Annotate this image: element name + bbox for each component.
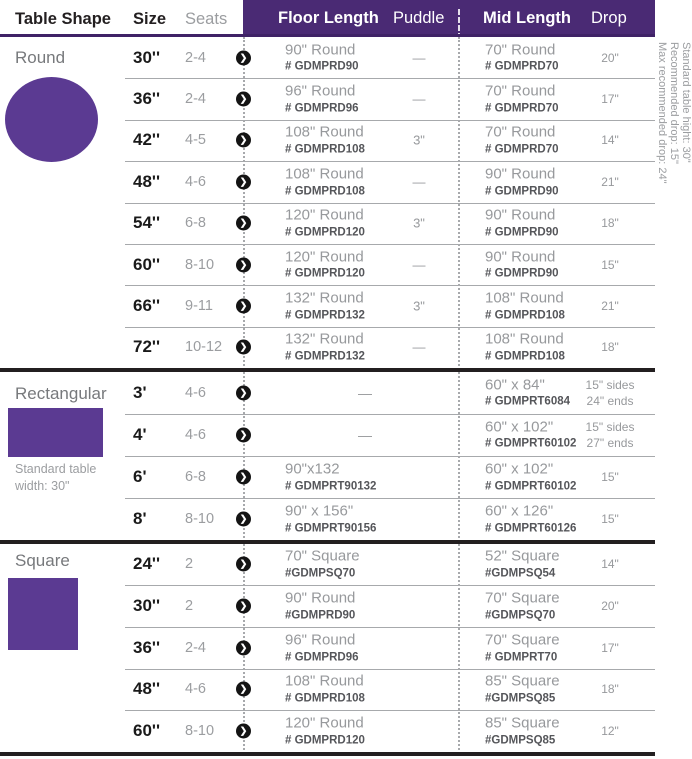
seats-value: 6-8 [185,468,206,485]
mid-length-size: 70" Square [485,631,560,649]
drop-line-1: 14" [601,557,619,572]
mid-length-cell [485,41,559,74]
chevron-right-icon: ❯ [236,557,251,572]
size-value: 60'' [133,254,160,274]
drop-line-1: 18" [601,682,619,697]
chevron-right-icon: ❯ [236,640,251,655]
puddle-value: — [412,257,426,273]
floor-length-size: 96" Round [285,631,356,649]
side-notes [656,42,692,742]
mid-length-part-number: # GDMPRT6084 [485,395,571,408]
drop-value [575,174,645,190]
section-label-square: Square [15,551,70,570]
chevron-right-icon: ❯ [236,599,251,614]
column-header-drop: Drop [591,9,627,27]
mid-length-size: 85" Square [485,714,560,732]
round-shape-icon [5,77,98,162]
table-row [0,498,679,540]
section-label-round: Round [15,48,66,67]
floor-length-cell [285,502,376,535]
mid-length-cell [485,589,560,622]
size-value: 42'' [133,130,160,150]
drop-line-1: 17" [601,640,619,655]
row-divider [125,585,655,586]
chevron-right-icon: ❯ [236,385,251,400]
size-value: 3' [133,382,147,402]
drop-line-1: 21" [601,298,619,313]
chevron-right-icon: ❯ [236,682,251,697]
drop-line-1: 12" [601,724,619,739]
size-value: 8' [133,508,147,528]
drop-value [575,469,645,485]
mid-length-cell [485,248,559,281]
size-value: 48'' [133,171,160,191]
mid-length-cell [485,289,565,322]
drop-value [575,298,645,314]
drop-value [575,376,645,408]
mid-length-size: 70" Round [485,82,556,100]
floor-length-cell [285,289,365,322]
bottom-border [0,752,655,756]
mid-length-size: 90" Round [485,165,556,183]
mid-length-cell [485,418,576,451]
chevron-right-icon: ❯ [236,511,251,526]
drop-value [575,339,645,355]
floor-length-cell [285,248,365,281]
size-value: 48'' [133,679,160,699]
size-value: 36'' [133,89,160,109]
floor-length-part-number: # GDMPRT90132 [285,480,377,492]
floor-length-size: 108" Round [285,672,364,690]
floor-length-size: 120" Round [285,206,364,224]
mid-length-size: 108" Round [485,330,564,348]
column-header-puddle: Puddle [393,9,445,27]
size-value: 72'' [133,337,160,357]
size-value: 36'' [133,637,160,657]
drop-value [575,723,645,739]
table-row [0,120,679,161]
size-value: 6' [133,466,147,486]
floor-length-cell [285,83,359,116]
floor-length-size: 96" Round [285,82,356,100]
drop-line-1: 21" [601,174,619,189]
square-shape-icon [8,578,78,650]
floor-length-size: 108" Round [285,123,364,141]
seats-value: 2 [185,598,194,615]
mid-length-part-number: #GDMPSQ85 [485,734,556,747]
seats-value: 4-5 [185,132,206,149]
floor-length-cell [285,548,360,581]
mid-length-cell [485,502,576,535]
floor-length-empty-dash: — [358,426,372,443]
drop-value [575,556,645,572]
floor-length-cell [285,631,359,664]
seats-value: 8-10 [185,256,215,273]
mid-length-size: 60" x 84" [485,376,545,393]
table-row [0,627,679,669]
row-divider [125,498,655,499]
drop-value [575,91,645,107]
floor-length-cell [285,331,365,364]
column-header-seats: Seats [185,10,228,28]
drop-value [575,598,645,614]
mid-length-part-number: # GDMPRD90 [485,267,559,280]
floor-length-part-number: # GDMPRD120 [285,267,365,280]
puddle-value: — [412,91,426,107]
section-label-rectangular: Rectangular [15,384,107,403]
row-divider [125,327,655,328]
row-divider [125,78,655,79]
note-max-drop: Max recommended drop: 24" [656,42,668,184]
drop-value [575,256,645,272]
puddle-value: 3" [413,298,425,314]
floor-length-empty-dash: — [358,384,372,401]
seats-value: 4-6 [185,384,206,401]
mid-length-part-number: # GDMPRT60102 [485,437,577,450]
column-header-mid-length: Mid Length [483,9,571,27]
seats-value: 8-10 [185,510,215,527]
table-row [0,669,679,711]
puddle-value: 3" [413,132,425,148]
note-standard-height: Standard table hight: 30" [680,42,692,163]
chevron-right-icon: ❯ [236,216,251,231]
drop-line-1: 18" [601,216,619,231]
mid-length-part-number: # GDMPRT60102 [485,480,577,492]
floor-length-part-number: #GDMPSQ70 [285,567,356,580]
mid-length-part-number: # GDMPRD70 [485,60,559,73]
mid-length-cell [485,124,559,157]
floor-length-size: 132" Round [285,289,364,307]
mid-length-size: 70" Round [485,123,556,141]
drop-line-1: 15" sides [585,419,635,434]
drop-value [575,681,645,697]
mid-length-size: 60" x 102" [485,418,554,436]
puddle-value: — [412,174,426,190]
size-value: 24'' [133,554,160,574]
floor-length-cell [285,589,355,622]
floor-length-cell [285,715,365,748]
drop-line-1: 18" [601,340,619,355]
chevron-right-icon: ❯ [236,257,251,272]
table-row [0,244,679,285]
floor-length-part-number: # GDMPRD132 [285,309,365,322]
column-header-size: Size [133,10,167,28]
size-value: 4' [133,424,147,444]
floor-length-size: 132" Round [285,330,364,348]
row-divider [125,710,655,711]
chevron-right-icon: ❯ [236,298,251,313]
seats-value: 2-4 [185,91,206,108]
seats-value: 4-6 [185,173,206,190]
size-value: 30'' [133,596,160,616]
mid-length-cell [485,207,559,240]
mid-length-cell [485,631,560,664]
drop-line-2: 24" ends [586,393,634,408]
mid-length-size: 85" Square [485,672,560,690]
table-row [0,710,679,752]
puddle-value: 3" [413,215,425,231]
drop-value [575,640,645,656]
table-row [0,585,679,627]
table-row [0,285,679,326]
rectangular-shape-icon [8,408,103,457]
drop-line-2: 27" ends [586,435,634,450]
floor-length-part-number: # GDMPRD120 [285,734,365,747]
table-row [0,544,679,586]
seats-value: 10-12 [185,339,223,356]
note-recommended-drop: Recommended drop: 15" [668,42,680,164]
seats-value: 4-6 [185,681,206,698]
drop-line-1: 20" [601,598,619,613]
floor-length-size: 108" Round [285,165,364,183]
seats-value: 8-10 [185,723,215,740]
chevron-right-icon: ❯ [236,724,251,739]
size-value: 60'' [133,721,160,741]
row-divider [125,203,655,204]
drop-line-1: 17" [601,91,619,106]
chevron-right-icon: ❯ [236,427,251,442]
row-divider [125,120,655,121]
mid-length-part-number: # GDMPRD108 [485,309,565,322]
column-header-table-shape: Table Shape [15,10,111,28]
table-row [0,203,679,244]
floor-length-size: 90" Round [285,41,356,59]
drop-line-1: 15" sides [585,377,635,392]
floor-length-cell [285,673,365,706]
chevron-right-icon: ❯ [236,133,251,148]
chevron-right-icon: ❯ [236,174,251,189]
mid-length-cell [485,460,576,493]
section-rows-square [0,544,679,753]
table-row [0,78,679,119]
mid-length-part-number: # GDMPRD70 [485,102,559,115]
seats-value: 2-4 [185,639,206,656]
mid-length-size: 70" Round [485,41,556,59]
puddle-value: — [412,339,426,355]
floor-length-size: 120" Round [285,248,364,265]
row-divider [125,161,655,162]
mid-length-part-number: #GDMPSQ54 [485,567,556,580]
floor-length-cell [285,124,365,157]
row-divider [125,456,655,457]
drop-line-1: 14" [601,133,619,148]
floor-length-part-number: # GDMPRD96 [285,102,359,115]
mid-length-size: 90" Round [485,206,556,224]
size-value: 30'' [133,47,160,67]
row-divider [125,669,655,670]
mid-length-part-number: # GDMPRT70 [485,650,558,663]
floor-length-cell [285,41,359,74]
row-divider [125,627,655,628]
floor-length-cell [285,207,365,240]
mid-length-size: 108" Round [485,289,564,307]
section-rows-round [0,37,679,368]
floor-length-size: 70" Square [285,547,360,565]
mid-length-cell [485,165,559,198]
chevron-right-icon: ❯ [236,92,251,107]
mid-length-size: 90" Round [485,248,556,265]
chevron-right-icon: ❯ [236,469,251,484]
drop-line-1: 15" [601,469,619,484]
mid-length-cell [485,376,570,409]
purple-header-band [243,0,655,37]
floor-length-part-number: # GDMPRD132 [285,350,365,363]
drop-value [575,132,645,148]
chevron-right-icon: ❯ [236,340,251,355]
floor-length-size: 90" x 156" [285,502,354,520]
mid-length-part-number: # GDMPRD108 [485,350,565,363]
mid-length-size: 60" x 126" [485,502,554,520]
row-divider [125,285,655,286]
floor-length-size: 120" Round [285,714,364,732]
column-header-floor-length: Floor Length [278,9,379,27]
row-divider [125,414,655,415]
floor-length-part-number: # GDMPRD108 [285,185,365,197]
drop-value [575,419,645,451]
seats-value: 6-8 [185,215,206,232]
table-row [0,327,679,368]
mid-length-size: 60" x 102" [485,460,554,478]
size-value: 66'' [133,295,160,315]
floor-length-part-number: # GDMPRD120 [285,226,365,239]
drop-value [575,215,645,231]
mid-length-part-number: # GDMPRD90 [485,185,559,197]
mid-length-cell [485,83,559,116]
floor-length-part-number: # GDMPRD108 [285,692,365,705]
seats-value: 4-6 [185,426,206,443]
floor-length-part-number: # GDMPRD96 [285,650,359,663]
puddle-value: — [412,50,426,66]
floor-length-cell [285,460,376,493]
mid-length-part-number: # GDMPRD70 [485,143,559,156]
drop-line-1: 15" [601,257,619,272]
mid-length-cell [485,715,560,748]
floor-length-size: 90" Round [285,589,356,607]
drop-line-1: 20" [601,50,619,65]
floor-length-size: 90"x132 [285,460,340,478]
mid-length-part-number: #GDMPSQ85 [485,692,556,705]
row-divider [125,244,655,245]
mid-length-size: 70" Square [485,589,560,607]
floor-length-part-number: #GDMPRD90 [285,609,356,622]
mid-length-part-number: # GDMPRD90 [485,226,559,239]
drop-value [575,511,645,527]
seats-value: 2-4 [185,49,206,66]
mid-length-cell [485,548,560,581]
drop-value [575,50,645,66]
size-value: 54'' [133,213,160,233]
mid-length-cell [485,673,560,706]
mid-length-cell [485,331,565,364]
drop-line-1: 15" [601,511,619,526]
floor-length-cell [285,165,365,198]
floor-length-part-number: # GDMPRD108 [285,143,365,156]
seats-value: 9-11 [185,297,213,314]
chevron-right-icon: ❯ [236,50,251,65]
floor-length-part-number: # GDMPRT90156 [285,522,377,535]
table-row [0,161,679,202]
mid-length-size: 52" Square [485,547,560,565]
rectangular-width-note: Standard table width: 30" [15,462,97,493]
mid-length-part-number: # GDMPRT60126 [485,522,577,535]
floor-length-part-number: # GDMPRD90 [285,60,359,73]
seats-value: 2 [185,556,194,573]
mid-length-part-number: #GDMPSQ70 [485,609,556,622]
table-row [0,37,679,78]
